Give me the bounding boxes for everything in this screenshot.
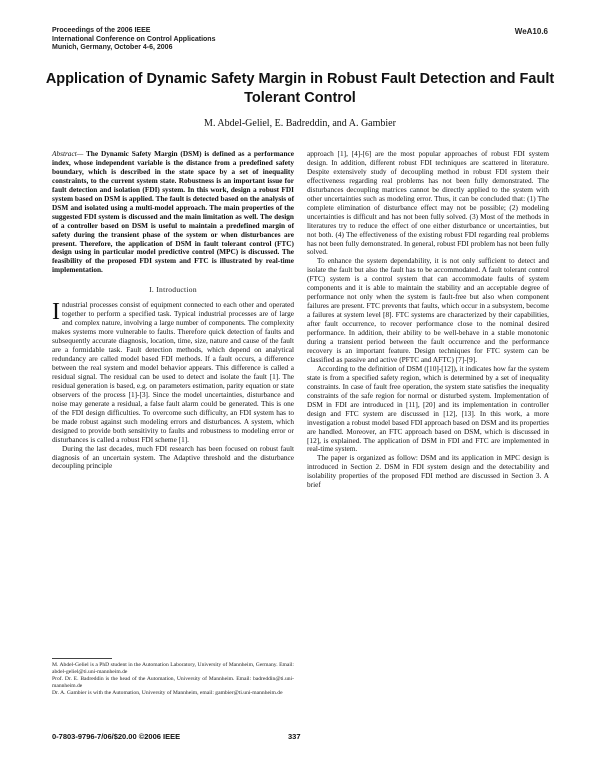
header-line-3: Munich, Germany, October 4-6, 2006 xyxy=(52,44,173,51)
drop-cap: I xyxy=(52,299,60,326)
paper-title: Application of Dynamic Safety Margin in Robust Fault Detection and Fault Tolerant Control xyxy=(45,71,555,106)
footnotes xyxy=(52,662,294,697)
proceedings-header xyxy=(52,27,215,53)
right-paragraph-1: approach [1], [4]-[6] are the most popular approaches of robust FDI system design. In addition, different robust FDI techniques are scattered in literature. Despite extensively study of decoupling method in robust FDI system their effectiveness regarding real problems has not been fully demonstrated. The disturbances decoupling matrices cannot be directly applied to the system with other uncertainties such as modeling error. Thus, it can be concluded that: (1) The complete elimination of disturbance effect may not be possible; (2) modeling uncertainties is difficult and has not been fully solved. (3) Most of the methods in literatures try to reduce the effect of one either disturbance or uncertainties, but not both. (4) The effectiveness of the existing robust FDI regarding real problems has not been fully demonstrated. In general, robust FDI problem has not been fully solved. xyxy=(307,149,549,257)
intro-paragraph-1 xyxy=(52,301,294,444)
copyright-footer: 0-7803-9796-7/06/$20.00 ©2006 IEEE xyxy=(52,732,181,741)
footnote-3: Dr. A. Gambier is with the Automation, University of Mannheim, email: gambier@ti.uni-mannheim.de xyxy=(52,690,283,696)
authors: M. Abdel-Geliel, E. Badreddin, and A. Gambier xyxy=(204,118,396,129)
left-column xyxy=(52,150,294,471)
intro-paragraph-1-text: ndustrial processes consist of equipment connected to each other and operated together to perform a specified task. Typical industrial processes are of large and complex nature, involving a large number of components. The complexity makes systems more vulnerable to faults. Therefore quick detection of faults and subsequently accurate diagnosis, location, time, size, nature and cause of the fault are a formidable task. Fault detection methods, which depend on analytical redundancy are called model based FDI methods. If a fault occurs, a difference between the real system and model behavior appears. This difference is called a residual signal. The residual can be used to detect and isolate the fault [1]. The residual generation is based, e.g. on parameters estimation, parity equation or state observers of the process [1]-[3]. Since the model uncertainties, disturbance and noise may generate a residual, a false fault alarm could be generated. This is one of the FDI design difficulties. To overcome such difficulty, an FDI system has to be made robust against such modeling errors and disturbances. A system, which designed to provide both sensitivity to faults and robustness to modeling error or disturbances is called a robust FDI scheme [1]. xyxy=(52,300,294,444)
right-column xyxy=(307,150,549,490)
right-paragraph-3: According to the definition of DSM ([10]-[12]), it indicates how far the system state is from a specified safety region, which is determined by a set of inequality constraints. In case of fault free operation, the system state satisfies the inequality constraints of the safe region for normal or disturbed system. Implementation of DSM in FDI are introduced in [11], [20] and its implementation in controller design and FTC system are discussed in [12], [13]. In this work, a more investigation a robust model based FDI approach based on DSM and its properties are handled. Moreover, an FTC approach based on DSM, which is discussed in [12], is explained. The application of DSM in FDI and FTC are implemented in real-time system. xyxy=(307,363,549,454)
header-line-2: International Conference on Control Applications xyxy=(52,35,216,43)
section-heading-introduction: I. Introduction xyxy=(149,285,197,295)
abstract xyxy=(52,150,294,275)
intro-paragraph-2: During the last decades, much FDI research has been focused on robust fault diagnosis of an uncertain system. The Adaptive threshold and the disturbance decoupling principle xyxy=(52,443,294,471)
abstract-text: The Dynamic Safety Margin (DSM) is defined as a performance index, whose independent variable is the distance from a predefined safety boundary, which is described in the state space by a set of inequality constraints, to the current system state. Robustness is an important issue for fault detection and isolation (FDI) system. In this work, design a robust FDI system based on DSM is applied. The fault is detected based on the analysis of DSM and isolated using a multi-model approach. The main properties of the suggested FDI system is discussed and the main limitation as well. The design of a controller based on DSM is useful to maintain a predefined margin of safety during the transient phase of the system or when disturbances are present. Therefore, the application of DSM in fault tolerant control (FTC) design using in particular model predictive control (MPC) is discussed. The feasibility of the proposed FDI system and FTC is illustrated by real-time implementation. xyxy=(52,149,294,275)
right-paragraph-4: The paper is organized as follow: DSM and its application in MPC design is introduced in Section 2. DSM in FDI system design and the detectability and isolability properties of the proposed FDI method are discussed in Section 3. A brief xyxy=(307,453,549,490)
paper-id: WeA10.6 xyxy=(514,27,548,36)
page-number: 337 xyxy=(288,732,301,741)
right-paragraph-2: To enhance the system dependability, it is not only sufficient to detect and isolate the fault but also the fault has to be accommodated. A fault tolerant control (FTC) system is a control system that can accommodate faults of system components and it is able to maintain the stability and an acceptable degree of performance not only when the system is fault-free but also when component failures are present. FTC prevents that faults, which occur in a subsystem, become a failures at system level [8]. FTC systems are characterized by their capabilities, after fault occurrence, to recover performance close to the nominal desired performance. In addition, their ability to be well-behave in a stable monotonic during a transient period between the fault occurrence and the performance recovery is an important feature. Design techniques for FTC system can be classified as passive and active (PFTC and AFTC) [7]-[9]. xyxy=(307,256,549,364)
footnote-rule xyxy=(52,658,112,659)
footnote-2: Prof. Dr. E. Badreddin is the head of the Automation, University of Mannheim. Email: badreddin@ti.uni-mannheim.de xyxy=(52,676,294,689)
abstract-label: Abstract— xyxy=(52,149,84,158)
footnote-1: M. Abdel-Geliel is a PhD student in the Automation Laboratory, University of Mannheim, Germany. Email: abdel-geliel@ti.uni-mannheim.de xyxy=(52,662,294,675)
header-line-1: Proceedings of the 2006 IEEE xyxy=(52,27,151,34)
